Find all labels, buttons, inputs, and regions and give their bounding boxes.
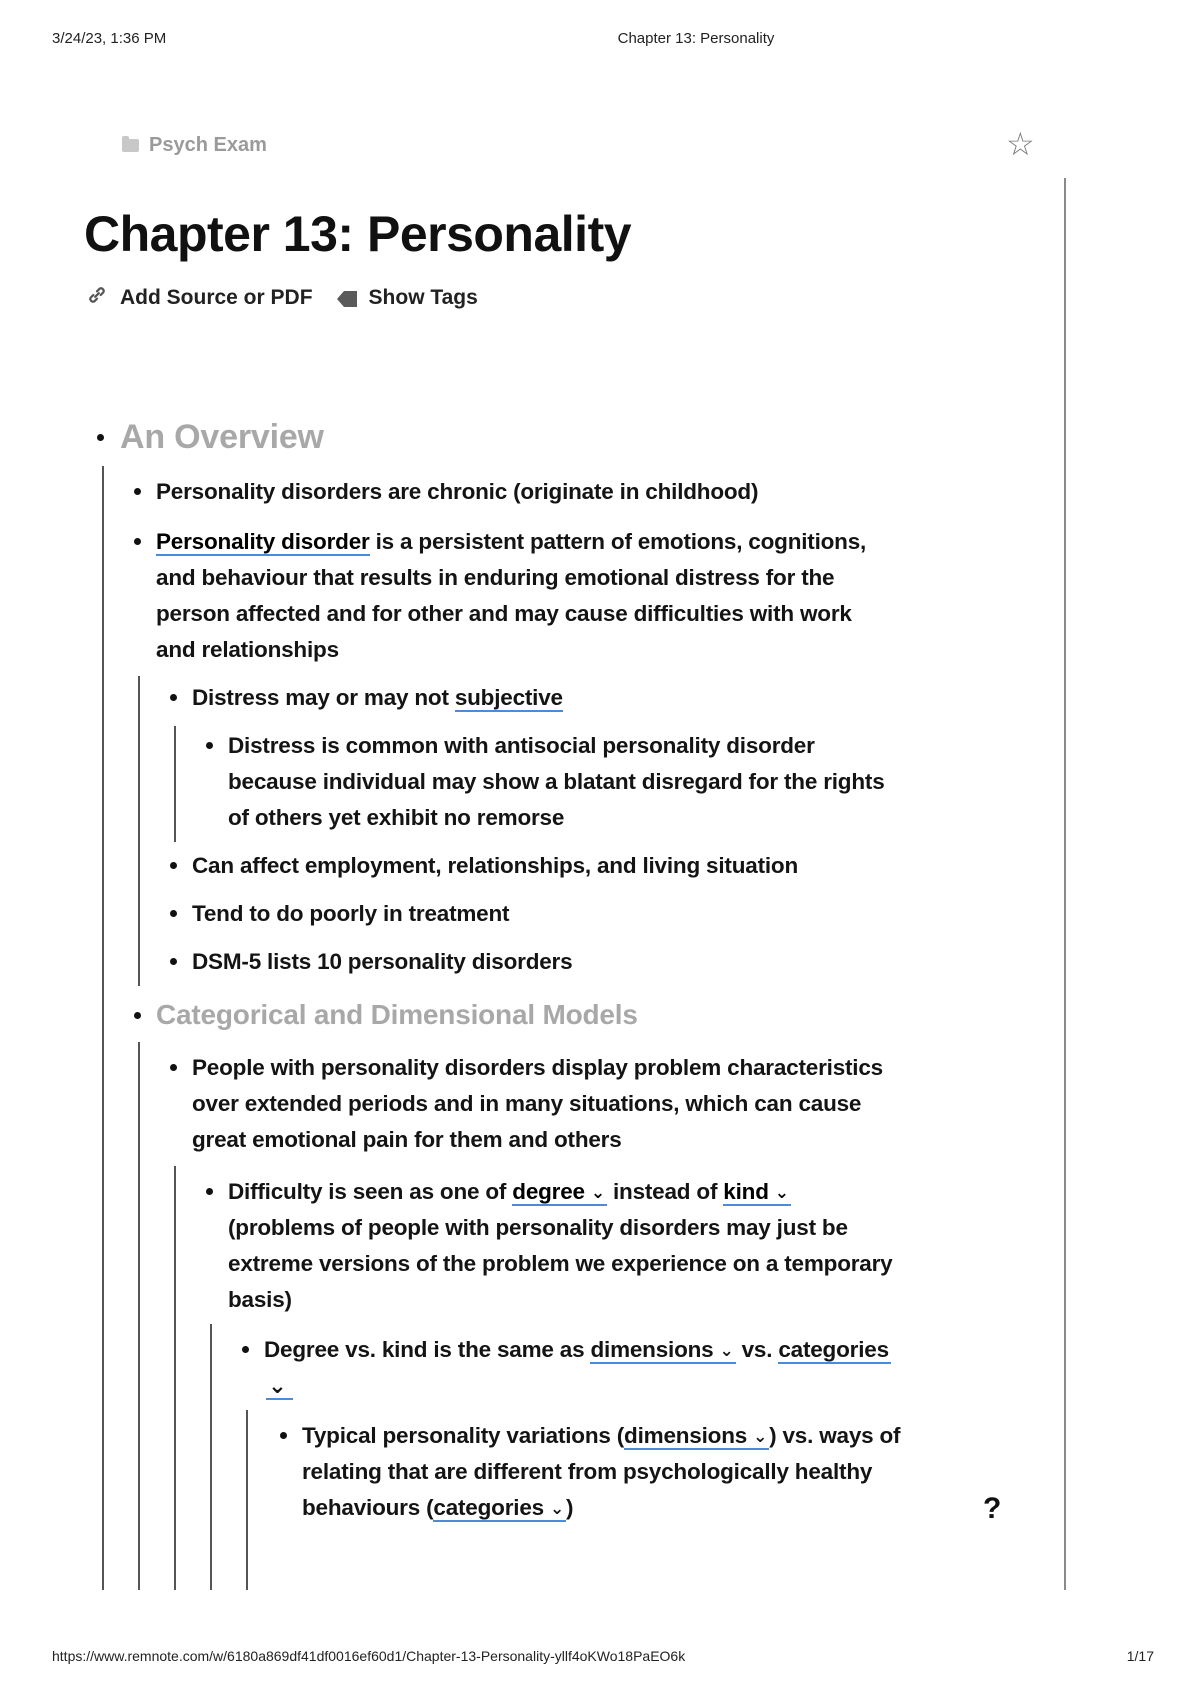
page-number: 1/17	[1126, 1648, 1154, 1664]
list-item-line: over extended periods and in many situations, which can cause	[192, 1091, 862, 1116]
add-source-button[interactable]: Add Source or PDF	[120, 286, 313, 309]
chevron-down-icon[interactable]: ⌄	[590, 1183, 605, 1202]
cloze-categories-chevron[interactable]	[266, 1368, 293, 1404]
indent-guide	[138, 1042, 140, 1590]
breadcrumb-folder[interactable]: Psych Exam	[149, 134, 267, 156]
text: Degree vs. kind is the same as	[264, 1337, 591, 1362]
text: Typical personality variations (	[302, 1423, 625, 1448]
breadcrumb[interactable]	[122, 134, 267, 157]
list-item-line: of others yet exhibit no remorse	[228, 805, 565, 830]
list-item-line: basis)	[228, 1287, 292, 1312]
list-item[interactable]: DSM-5 lists 10 personality disorders	[192, 949, 573, 974]
folder-icon	[122, 139, 139, 152]
cloze-text: dimensions	[624, 1423, 748, 1448]
cloze-kind[interactable]	[723, 1179, 791, 1206]
bullet[interactable]	[206, 742, 213, 749]
list-item[interactable]	[264, 1332, 891, 1370]
star-icon[interactable]: ☆	[1006, 126, 1035, 162]
list-item[interactable]	[192, 680, 563, 716]
list-item[interactable]	[156, 524, 866, 560]
bullet[interactable]	[97, 434, 104, 441]
bullet[interactable]	[134, 1012, 141, 1019]
heading-overview[interactable]: An Overview	[120, 418, 324, 456]
text: ) vs. ways of	[769, 1423, 901, 1448]
question-mark[interactable]: ?	[983, 1492, 1002, 1525]
text: behaviours (	[302, 1495, 434, 1520]
term-link[interactable]: Personality disorder	[156, 529, 370, 554]
list-item-line: and behaviour that results in enduring emotional distress for the	[156, 565, 835, 590]
print-url: https://www.remnote.com/w/6180a869df41df0016ef60d1/Chapter-13-Personality-yllf4oKWo18PaEO6k	[52, 1648, 686, 1664]
cloze-text: categories	[433, 1495, 544, 1520]
bullet[interactable]	[134, 538, 141, 545]
cloze-text: dimensions	[590, 1337, 714, 1362]
bullet[interactable]	[170, 1064, 177, 1071]
print-datetime: 3/24/23, 1:36 PM	[52, 30, 167, 47]
chevron-down-icon[interactable]: ⌄	[753, 1427, 768, 1446]
doc-meta	[86, 284, 478, 312]
text: Difficulty is seen as one of	[228, 1179, 513, 1204]
print-footer	[0, 1648, 1200, 1668]
link-icon	[86, 284, 108, 312]
indent-guide	[138, 676, 140, 986]
list-item[interactable]	[228, 1174, 791, 1212]
text: vs.	[735, 1337, 779, 1362]
list-item-line: (problems of people with personality disorders may just be	[228, 1215, 848, 1240]
print-title: Chapter 13: Personality	[617, 30, 775, 47]
chevron-down-icon[interactable]: ⌄	[719, 1341, 734, 1360]
cloze-degree[interactable]	[512, 1179, 607, 1206]
list-item-line: extreme versions of the problem we experience on a temporary	[228, 1251, 893, 1276]
show-tags-button[interactable]: Show Tags	[368, 286, 478, 309]
page-title[interactable]: Chapter 13: Personality	[84, 206, 632, 262]
indent-guide	[174, 1166, 176, 1590]
list-item[interactable]: People with personality disorders display problem characteristics	[192, 1055, 883, 1080]
list-item-line: because individual may show a blatant disregard for the rights	[228, 769, 885, 794]
indent-guide	[210, 1324, 212, 1590]
subjective-link[interactable]: subjective	[454, 685, 563, 710]
list-item[interactable]: Can affect employment, relationships, and living situation	[192, 853, 798, 878]
indent-guide	[246, 1410, 248, 1590]
list-item-line	[302, 1490, 573, 1528]
list-item-line: person affected and for other and may cause difficulties with work	[156, 601, 852, 626]
list-item[interactable]: Tend to do poorly in treatment	[192, 901, 510, 926]
print-header	[0, 30, 1200, 50]
cloze-categories[interactable]	[778, 1337, 891, 1364]
list-item[interactable]	[302, 1418, 900, 1456]
scroll-rule	[1064, 178, 1066, 1590]
cloze-text: kind	[723, 1179, 769, 1204]
indent-guide	[174, 726, 176, 842]
list-item-line: and relationships	[156, 637, 339, 662]
bullet[interactable]	[170, 694, 177, 701]
chevron-down-icon[interactable]: ⌄	[774, 1183, 789, 1202]
list-item[interactable]: Personality disorders are chronic (originate in childhood)	[156, 479, 759, 504]
heading-models[interactable]: Categorical and Dimensional Models	[156, 999, 638, 1030]
bullet[interactable]	[242, 1346, 249, 1353]
cloze-categories-2[interactable]	[433, 1495, 566, 1522]
bullet[interactable]	[206, 1188, 213, 1195]
bullet[interactable]	[170, 862, 177, 869]
bullet[interactable]	[280, 1432, 287, 1439]
tag-icon	[335, 289, 357, 307]
text: )	[566, 1495, 574, 1520]
bullet[interactable]	[134, 488, 141, 495]
chevron-down-icon[interactable]: ⌄	[549, 1499, 564, 1518]
cloze-text: degree	[512, 1179, 585, 1204]
cloze-dimensions[interactable]	[590, 1337, 735, 1364]
bullet[interactable]	[170, 910, 177, 917]
indent-guide	[102, 466, 104, 1590]
list-item-line: relating that are different from psychologically healthy	[302, 1459, 873, 1484]
text: is a persistent pattern of emotions, cognitions,	[369, 529, 867, 554]
text: instead of	[606, 1179, 724, 1204]
list-item-line: great emotional pain for them and others	[192, 1127, 622, 1152]
list-item[interactable]: Distress is common with antisocial personality disorder	[228, 733, 815, 758]
chevron-down-icon[interactable]: ⌄	[266, 1373, 293, 1400]
cloze-text: categories	[778, 1337, 889, 1362]
cloze-dimensions-2[interactable]	[624, 1423, 769, 1450]
bullet[interactable]	[170, 958, 177, 965]
text: Distress may or may not	[192, 685, 455, 710]
